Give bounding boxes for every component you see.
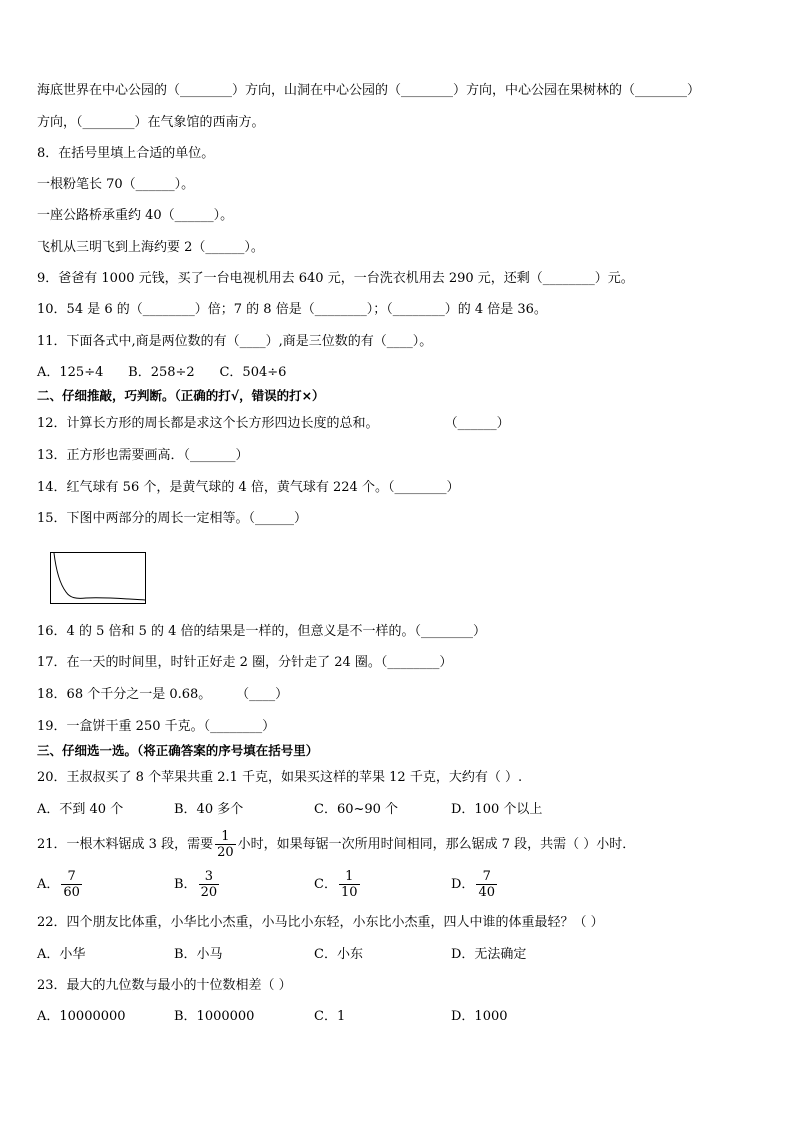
question-17: 17．在一天的时间里，时针正好走 2 圈，分针走了 24 圈。（________） — [37, 655, 453, 670]
question-20-option-b: B．40 多个 — [174, 802, 244, 817]
question-22-option-c: C．小东 — [314, 947, 363, 962]
question-21-fraction — [215, 829, 236, 860]
question-20-option-d: D．100 个以上 — [451, 802, 543, 817]
question-8b: 一座公路桥承重约 40（______）。 — [37, 208, 234, 223]
question-21-text-post: 小时，如果每锯一次所用时间相同，那么锯成 7 段，共需（ ）小时． — [237, 837, 636, 852]
question-15: 15．下图中两部分的周长一定相等。（______） — [37, 511, 308, 526]
question-11-options: A．125÷4 B．258÷2 C．504÷6 — [37, 365, 287, 380]
question-22-option-a: A．小华 — [37, 947, 86, 962]
question-21 — [37, 829, 635, 860]
question-23: 23．最大的九位数与最小的十位数相差（ ） — [37, 978, 292, 993]
question-8a: 一根粉笔长 70（______）。 — [37, 177, 195, 192]
question-16: 16．4 的 5 倍和 5 的 4 倍的结果是一样的，但意义是不一样的。（________） — [37, 624, 487, 639]
figure-rectangle — [51, 553, 146, 604]
question-21-option-d: D． $\frac{7}{40}$ — [451, 869, 495, 900]
question-22-option-b: B．小马 — [174, 947, 223, 962]
question-19: 19．一盒饼干重 250 千克。（________） — [37, 719, 276, 734]
question-8c: 飞机从三明飞到上海约要 2（______）。 — [37, 240, 264, 255]
question-20-option-a: A．不到 40 个 — [37, 802, 124, 817]
question-21-option-c: C． $\frac{1}{10}$ — [314, 869, 358, 900]
question-22: 22．四个朋友比体重，小华比小杰重，小马比小东轻，小东比小杰重，四人中谁的体重最轻？（ ） — [37, 915, 604, 930]
question-23-option-d: D．1000 — [451, 1009, 508, 1024]
fraction-numerator: 1 — [215, 829, 236, 845]
question-18: 18．68 个千分之一是 0.68。 （____） — [37, 687, 289, 702]
question-13: 13．正方形也需要画高．（_______） — [37, 448, 249, 463]
fraction-denominator: 20 — [217, 845, 234, 860]
question-23-option-b: B．1000000 — [174, 1009, 255, 1024]
question-20: 20．王叔叔买了 8 个苹果共重 2.1 千克，如果买这样的苹果 12 千克，大约有（ ）. — [37, 770, 523, 785]
question-21-option-a: A． $\frac{7}{60}$ — [37, 869, 80, 900]
figure-curve — [54, 553, 145, 600]
question-line-1: 海底世界在中心公园的（________）方向，山洞在中心公园的（________）方向，中心公园在果树林的（________） — [37, 83, 701, 98]
question-11: 11．下面各式中,商是两位数的有（____）,商是三位数的有（____）。 — [37, 334, 433, 349]
question-23-option-a: A．10000000 — [37, 1009, 126, 1024]
section-3-heading: 三、仔细选一选。（将正确答案的序号填在括号里） — [37, 743, 319, 758]
question-12: 12．计算长方形的周长都是求这个长方形四边长度的总和。 （______） — [37, 416, 510, 431]
section-2-heading: 二、仔细推敲，巧判断。（正确的打√，错误的打×） — [37, 388, 325, 403]
question-14: 14．红气球有 56 个，是黄气球的 4 倍，黄气球有 224 个。（________） — [37, 480, 460, 495]
question-23-option-c: C．1 — [314, 1009, 346, 1024]
question-9: 9．爸爸有 1000 元钱，买了一台电视机用去 640 元，一台洗衣机用去 290 元，还剩（________）元。 — [37, 271, 634, 286]
question-line-2: 方向，（________）在气象馆的西南方。 — [37, 115, 265, 130]
perimeter-figure — [50, 552, 146, 604]
question-20-option-c: C．60~90 个 — [314, 802, 399, 817]
question-22-option-d: D．无法确定 — [451, 947, 527, 962]
question-10: 10．54 是 6 的（________）倍；7 的 8 倍是（________）；（________）的 4 倍是 36。 — [37, 302, 547, 317]
question-21-text-pre: 21．一根木料锯成 3 段，需要 — [37, 837, 214, 852]
question-8: 8．在括号里填上合适的单位。 — [37, 146, 215, 161]
question-21-option-b: B． $\frac{3}{20}$ — [174, 869, 218, 900]
